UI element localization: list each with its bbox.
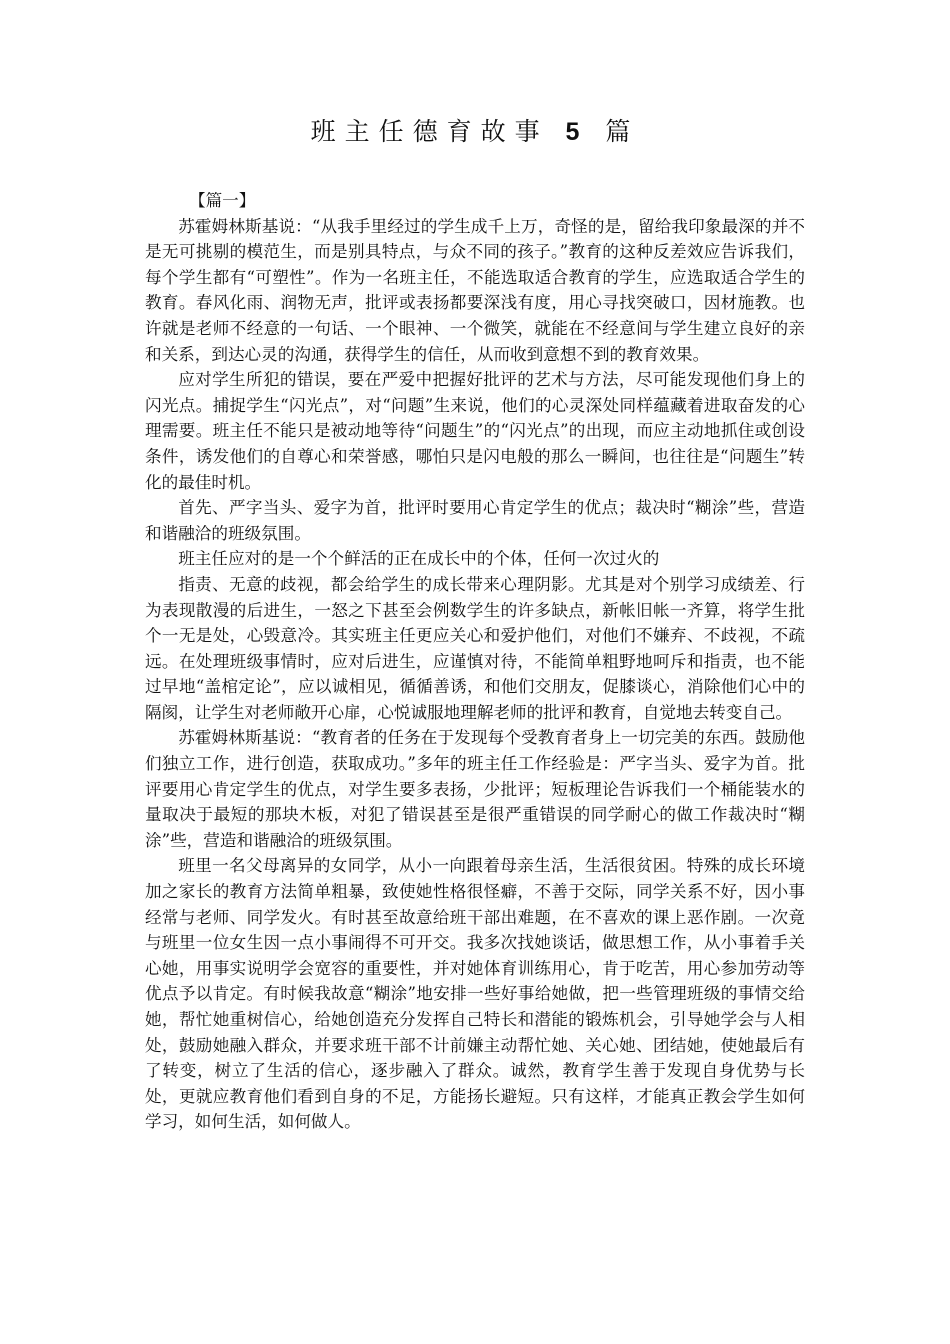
paragraph: 班里一名父母离异的女同学，从小一向跟着母亲生活，生活很贫困。特殊的成长环境加之家长的教育方法简单粗暴，致使她性格很怪癖，不善于交际，同学关系不好，因小事经常与老师、同学发火。有时甚至故意给班干部出难题，在不喜欢的课上恶作剧。一次竟与班里一位女生因一点小事闹得不可开交。我多次找她谈话，做思想工作，从小事着手关心她，用事实说明学会宽容的重要性，并对她体育训练用心，肯于吃苦，用心参加劳动等优点予以肯定。有时候我故意“糊涂”地安排一些好事给她做，把一些管理班级的事情交给她，帮忙她重树信心，给她创造充分发挥自己特长和潜能的锻炼机会，引导她学会与人相处，鼓励她融入群众，并要求班干部不计前嫌主动帮忙她、关心她、团结她，使她最后有了转变，树立了生活的信心，逐步融入了群众。诚然，教育学生善于发现自身优势与长处，更就应教育他们看到自身的不足，方能扬长避短。只有这样，才能真正教会学生如何学习，如何生活，如何做人。 bbox=[145, 856, 805, 1132]
paragraph: 班主任应对的是一个个鲜活的正在成长中的个体，任何一次过火的 bbox=[178, 549, 660, 569]
paragraph: 指责、无意的歧视，都会给学生的成长带来心理阴影。尤其是对个别学习成绩差、行为表现散漫的后进生，一怒之下甚至会例数学生的许多缺点，新帐旧帐一齐算，将学生批个一无是处，心毁意冷。其实班主任更应关心和爱护他们，对他们不嫌弃、不歧视，不疏远。在处理班级事情时，应对后进生，应谨慎对待，不能简单粗野地呵斥和指责，也不能过早地“盖棺定论”，应以诚相见，循循善诱，和他们交朋友，促膝谈心，消除他们心中的隔阂，让学生对老师敞开心扉，心悦诚服地理解老师的批评和教育，自觉地去转变自己。 bbox=[145, 574, 805, 722]
paragraph: 苏霍姆林斯基说：“教育者的任务在于发现每个受教育者身上一切完美的东西。鼓励他们独立工作，进行创造，获取成功。”多年的班主任工作经验是：严字当头、爱字为首。批评要用心肯定学生的优点，对学生要多表扬，少批评；短板理论告诉我们一个桶能装水的量取决于最短的那块木板，对犯了错误甚至是很严重错误的同学耐心的做工作裁决时“糊涂”些，营造和谐融洽的班级氛围。 bbox=[145, 728, 805, 850]
section-label: 【篇一】 bbox=[189, 191, 256, 210]
title-number: 5 bbox=[565, 118, 589, 146]
title-suffix: 篇 bbox=[605, 117, 640, 146]
paragraph: 苏霍姆林斯基说：“从我手里经过的学生成千上万，奇怪的是，留给我印象最深的并不是无可挑剔的模范生，而是别具特点，与众不同的孩子。”教育的这种反差效应告诉我们，每个学生都有“可塑性”。作为一名班主任，不能选取适合教育的学生，应选取适合学生的教育。春风化雨、润物无声，批评或表扬都要深浅有度，用心寻找突破口，因材施教。也许就是老师不经意的一句话、一个眼神、一个微笑，就能在不经意间与学生建立良好的亲和关系，到达心灵的沟通，获得学生的信任，从而收到意想不到的教育效果。 bbox=[145, 216, 805, 364]
paragraph: 应对学生所犯的错误，要在严爱中把握好批评的艺术与方法，尽可能发现他们身上的闪光点。捕捉学生“闪光点”，对“问题”生来说，他们的心灵深处同样蕴藏着进取奋发的心理需要。班主任不能只是被动地等待“问题生”的“闪光点”的出现，而应主动地抓住或创设条件，诱发他们的自尊心和荣誉感，哪怕只是闪电般的那么一瞬间，也往往是“问题生”转化的最佳时机。 bbox=[145, 370, 805, 492]
page-title bbox=[0, 112, 950, 148]
document-body bbox=[145, 188, 805, 1135]
title-text: 班主任德育故事 bbox=[310, 117, 549, 146]
paragraph: 首先、严字当头、爱字为首，批评时要用心肯定学生的优点；裁决时“糊涂”些，营造和谐融洽的班级氛围。 bbox=[145, 498, 805, 543]
